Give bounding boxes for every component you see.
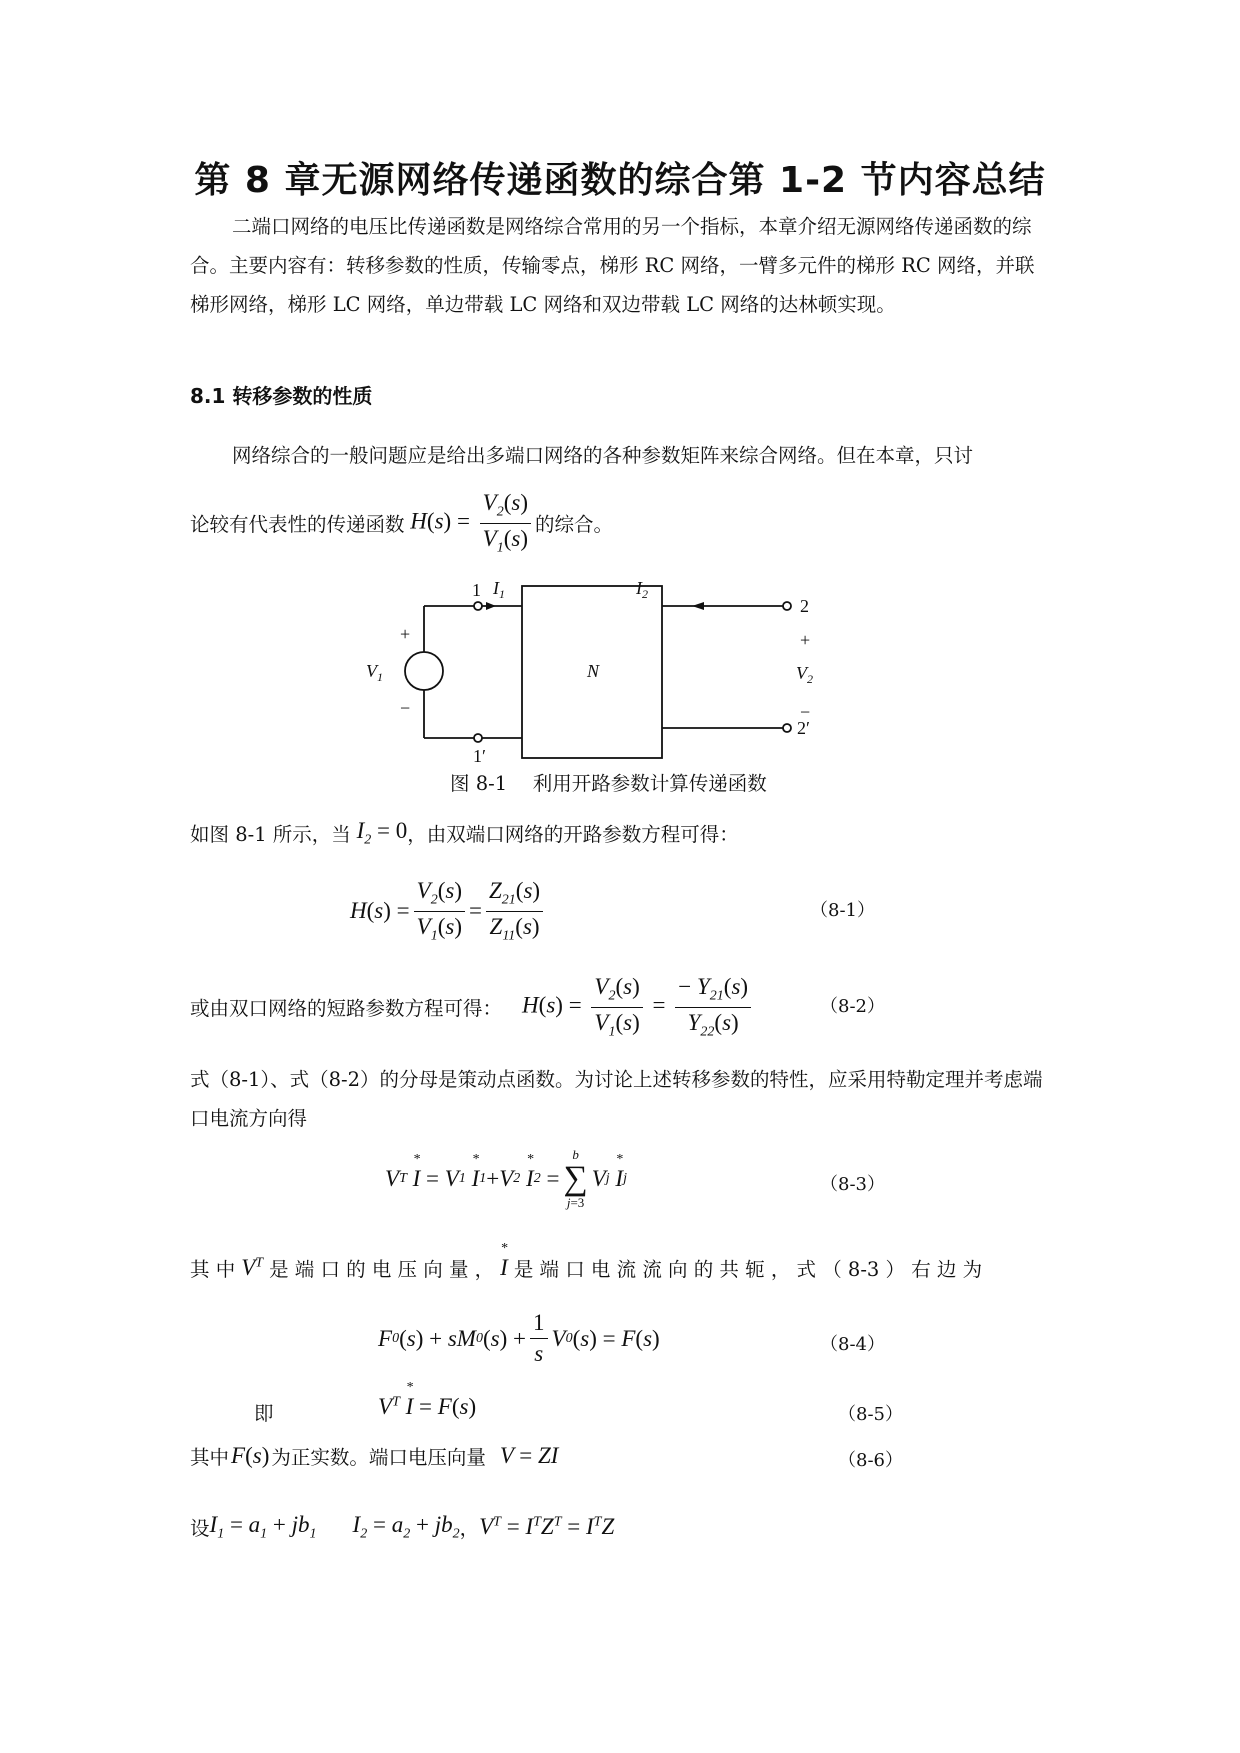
transfer-function-inline-formula: H(s) = $\frac{V_2(s)}{V_1(s)}$ bbox=[405, 490, 536, 556]
label-port1: 1 bbox=[472, 580, 481, 600]
label-port1p: 1′ bbox=[473, 746, 486, 766]
ji-text: 即 bbox=[254, 1402, 274, 1425]
equation-number-8-5: （8-5） bbox=[838, 1404, 903, 1425]
equation-8-2: H(s) = $\frac{V_2(s)}{V_1(s)}$ = $\frac{- Y_{21}(s)}{Y_{22}(s)}$ bbox=[522, 974, 755, 1040]
short-circuit-text: 或由双口网络的短路参数方程可得： bbox=[190, 997, 503, 1021]
vt-transpose-formula: $V^T = I^TZ^T = I^TZ$ bbox=[479, 1514, 615, 1540]
label-port2p: 2′ bbox=[797, 718, 810, 738]
i2-formula: $I_2 = a_2 + jb_2$ bbox=[352, 1512, 460, 1542]
positive-real-line bbox=[190, 1442, 558, 1470]
figure-reference-text: 如图 8-1 所示，当 bbox=[190, 823, 351, 847]
current-definition-line bbox=[190, 1512, 614, 1543]
label-v1-minus: − bbox=[400, 698, 411, 718]
label-v2: $V_2$ bbox=[796, 663, 813, 686]
short-circuit-line bbox=[190, 974, 755, 1040]
page-title: 第 8 章无源网络传递函数的综合第 1-2 节内容总结 bbox=[194, 160, 1046, 201]
figure-reference-line bbox=[190, 818, 739, 849]
terminal-1 bbox=[474, 602, 482, 610]
arrow-i1-icon bbox=[486, 602, 496, 610]
transfer-function-text: 论较有代表性的传递函数 bbox=[190, 513, 405, 537]
i-conjugate-symbol: * I bbox=[500, 1255, 508, 1281]
equation-number-8-1: （8-1） bbox=[810, 900, 875, 921]
tellegen-paragraph: 式（8-1）、式（8-2）的分母是策动点函数。为讨论上述转移参数的特性，应采用特勒定理并考虑端口电流方向得 bbox=[190, 1068, 1043, 1130]
equation-number-8-3: （8-3） bbox=[820, 1174, 885, 1195]
vector-definition-b: 是 端 口 的 电 压 向 量 ， bbox=[269, 1258, 495, 1281]
voltage-source-symbol bbox=[405, 652, 443, 690]
positive-real-a: 其中 bbox=[190, 1446, 230, 1469]
equation-8-5: $V^T * I = F(s)$ bbox=[378, 1394, 476, 1420]
comma-separator: ， bbox=[459, 1517, 480, 1541]
equation-8-4: F 0 ( s ) + sM 0 ( s ) + $\frac{1}{s}$ V 0 ( s ) = F ( s ) bbox=[378, 1310, 660, 1367]
fs-symbol: F(s) bbox=[231, 1443, 270, 1468]
figure-caption: 图 8-1 利用开路参数计算传递函数 bbox=[450, 772, 767, 795]
arrow-i2-icon bbox=[692, 602, 704, 610]
i1-formula: $I_1 = a_1 + jb_1$ bbox=[209, 1512, 317, 1542]
terminal-2p bbox=[783, 724, 791, 732]
label-port2: 2 bbox=[800, 596, 809, 616]
terminal-2 bbox=[783, 602, 791, 610]
v-equals-zi-formula: V = ZI bbox=[499, 1443, 559, 1468]
label-network-n: N bbox=[587, 661, 600, 681]
vector-definition-a: 其 中 bbox=[190, 1258, 236, 1281]
paragraph-line-1: 网络综合的一般问题应是给出多端口网络的各种参数矩阵来综合网络。但在本章，只讨 bbox=[232, 444, 974, 467]
label-v2-plus: + bbox=[800, 630, 811, 650]
two-port-network-diagram bbox=[360, 580, 840, 770]
vt-symbol: $V^T$ bbox=[241, 1255, 264, 1280]
terminal-1p bbox=[474, 734, 482, 742]
open-circuit-text: ，由双端口网络的开路参数方程可得： bbox=[407, 823, 739, 847]
label-v1: $V_1$ bbox=[366, 661, 383, 684]
transfer-function-suffix: 的综合。 bbox=[535, 513, 614, 537]
label-i2: $I_2$ bbox=[636, 580, 648, 601]
vector-definition-line bbox=[190, 1254, 1050, 1282]
vector-definition-c: 是 端 口 电 流 流 向 的 共 轭 ， 式 （ 8-3 ） 右 边 为 bbox=[513, 1258, 983, 1281]
she-text: 设 bbox=[190, 1517, 210, 1541]
label-v2-minus: − bbox=[800, 702, 811, 722]
label-v1-plus: + bbox=[400, 624, 411, 644]
positive-real-b: 为正实数。端口电压向量 bbox=[271, 1446, 486, 1469]
equation-8-1: H ( s ) = $\frac{V_2(s)}{V_1(s)}$ = $\frac{Z_{21}(s)}{Z_{11}(s)}$ bbox=[350, 878, 547, 944]
equation-number-8-2: （8-2） bbox=[820, 996, 885, 1017]
transfer-function-line bbox=[190, 490, 613, 556]
i2-equals-zero-formula: $I_2 = 0$ bbox=[350, 818, 408, 848]
section-heading-8-1: 8.1 转移参数的性质 bbox=[190, 384, 373, 408]
equation-number-8-6: （8-6） bbox=[838, 1450, 903, 1471]
equation-8-3: V T * I = V 1 * I 1 + V 2 * I 2 = b ∑ j=3 V j * I j bbox=[385, 1148, 627, 1210]
equation-number-8-4: （8-4） bbox=[820, 1334, 885, 1355]
intro-paragraph: 二端口网络的电压比传递函数是网络综合常用的另一个指标，本章介绍无源网络传递函数的综合。主要内容有：转移参数的性质，传输零点，梯形 RC 网络，一臂多元件的梯形 RC 网络，并联梯形网络，梯形 LC 网络，单边带载 LC 网络和双边带载 LC 网络的达林顿实现。 bbox=[190, 215, 1035, 316]
label-i1: $I_1$ bbox=[493, 580, 505, 601]
